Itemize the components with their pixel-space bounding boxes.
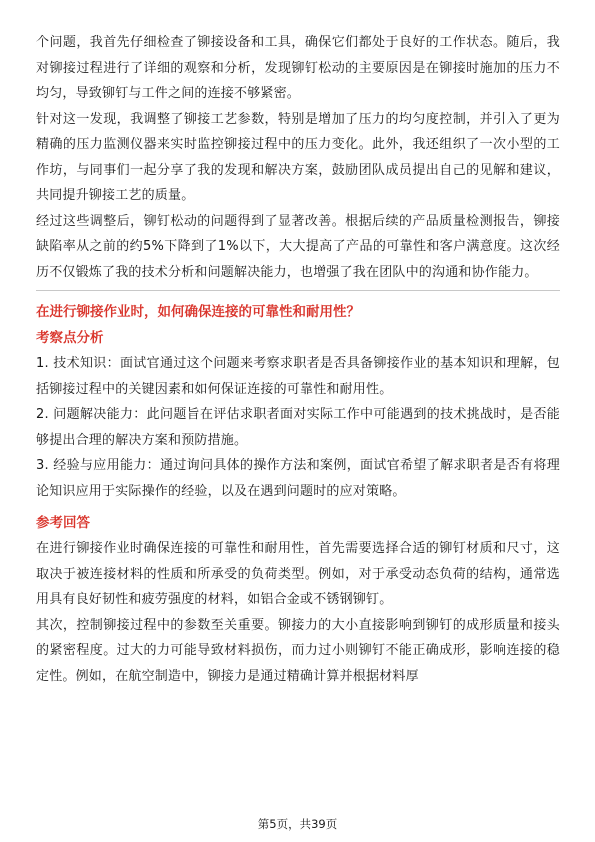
analysis-item-2: 2. 问题解决能力：此问题旨在评估求职者面对实际工作中可能遇到的技术挑战时，是否能够提出合理的解决方案和预防措施。 (36, 407, 560, 448)
answer-paragraph-2: 其次，控制铆接过程中的参数至关重要。铆接力的大小直接影响到铆钉的成形质量和接头的紧密程度。过大的力可能导致材料损伤，而力过小则铆钉不能正确成形，影响连接的稳定性。例如，在航空制造中，铆接力是通过精确计算并根据材料厚 (36, 617, 560, 684)
page-content (36, 30, 560, 689)
intro-paragraph-3: 经过这些调整后，铆钉松动的问题得到了显著改善。根据后续的产品质量检测报告，铆接缺陷率从之前的约5%下降到了1%以下，大大提高了产品的可靠性和客户满意度。这次经历不仅锻炼了我的技术分析和问题解决能力，也增强了我在团队中的沟通和协作能力。 (36, 213, 560, 280)
intro-paragraph-1: 个问题，我首先仔细检查了铆接设备和工具，确保它们都处于良好的工作状态。随后，我对铆接过程进行了详细的观察和分析，发现铆钉松动的主要原因是在铆接时施加的压力不均匀，导致铆钉与工件之间的连接不够紧密。 (36, 35, 560, 101)
section-divider (36, 290, 560, 291)
analysis-item-1: 1. 技术知识：面试官通过这个问题来考察求职者是否具备铆接作业的基本知识和理解，包括铆接过程中的关键因素和如何保证连接的可靠性和耐用性。 (36, 356, 560, 397)
analysis-item-3: 3. 经验与应用能力：通过询问具体的操作方法和案例，面试官希望了解求职者是否有将理论知识应用于实际操作的经验，以及在遇到问题时的应对策略。 (36, 458, 560, 499)
answer-heading: 参考回答 (36, 515, 90, 531)
page-number: 第5页，共39页 (257, 817, 338, 831)
analysis-heading: 考察点分析 (36, 330, 104, 346)
question-title: 在进行铆接作业时，如何确保连接的可靠性和耐用性？ (36, 304, 360, 320)
answer-paragraph-1: 在进行铆接作业时确保连接的可靠性和耐用性，首先需要选择合适的铆钉材质和尺寸，这取决于被连接材料的性质和所承受的负荷类型。例如，对于承受动态负荷的结构，通常选用具有良好韧性和疲劳强度的材料，如铝合金或不锈钢铆钉。 (36, 541, 560, 607)
intro-paragraph-2: 针对这一发现，我调整了铆接工艺参数，特别是增加了压力的均匀度控制，并引入了更为精确的压力监测仪器来实时监控铆接过程中的压力变化。此外，我还组织了一次小型的工作坊，与同事们一起分享了我的发现和解决方案，鼓励团队成员提出自己的见解和建议，共同提升铆接工艺的质量。 (36, 111, 560, 203)
